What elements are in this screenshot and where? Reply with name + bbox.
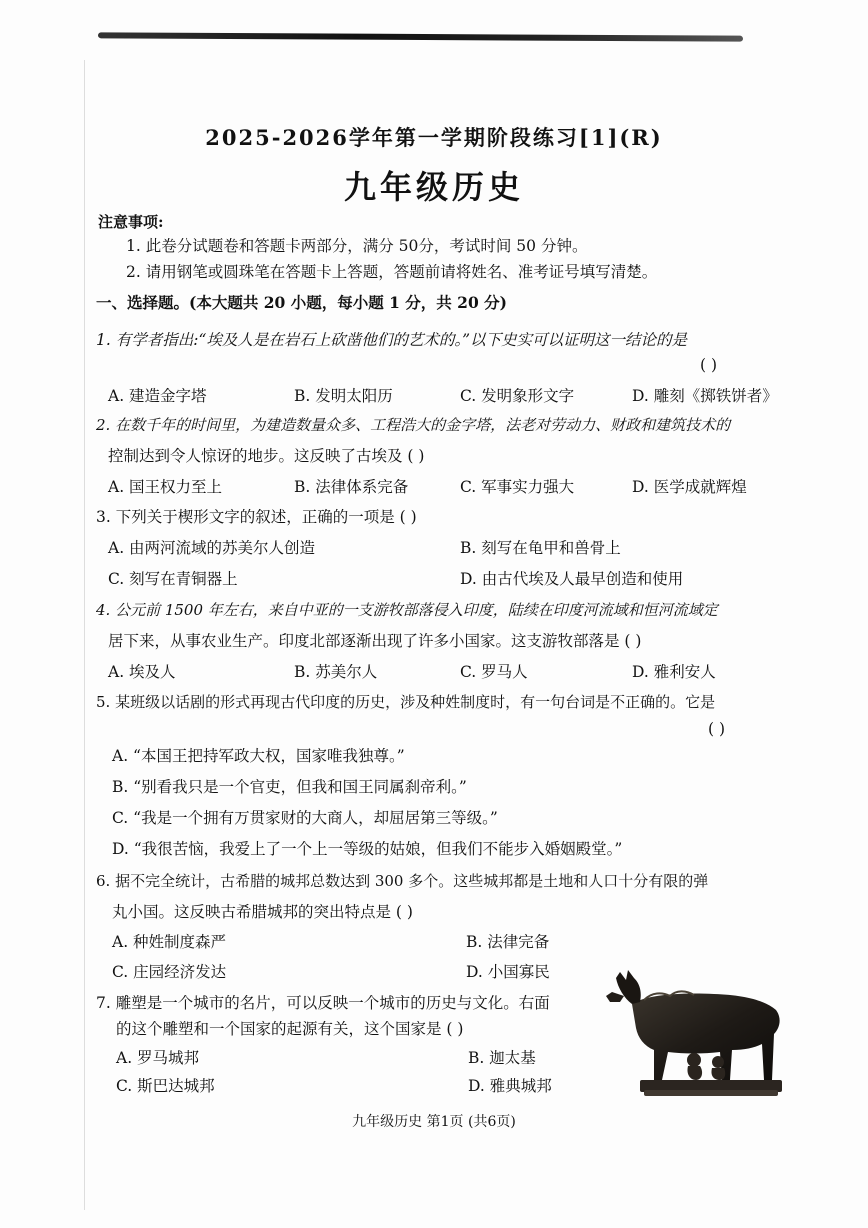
question-stem: 2. 在数千年的时间里，为建造数量众多、工程浩大的金字塔，法老对劳动力、财政和建筑技术的 [96,416,731,434]
question-stem: 的这个雕塑和一个国家的起源有关，这个国家是 ( ) [116,1020,464,1038]
she-wolf-statue-icon [604,962,788,1098]
question-stem: 1. 有学者指出:“埃及人是在岩石上砍凿他们的艺术的。”以下史实可以证明这一结论的是 [96,331,688,349]
option-a: A. 建造金字塔 [108,387,207,405]
option-d: D. 雅利安人 [632,663,716,681]
question-stem: 4. 公元前 1500 年左右，来自中亚的一支游牧部落侵入印度，陆续在印度河流域和恒河流域定 [96,601,718,619]
option-d: D. 由古代埃及人最早创造和使用 [460,570,684,588]
option-b: B. 法律体系完备 [294,478,409,496]
exam-subject-title: 九年级历史 [343,168,524,206]
exam-header: 2025-2026学年第一学期阶段练习[1](R) [205,125,663,150]
notice-label: 注意事项: [98,213,164,231]
option-d: D. 医学成就辉煌 [632,478,747,496]
option-a: A. 埃及人 [108,663,176,681]
question-stem: 6. 据不完全统计，古希腊的城邦总数达到 300 多个。这些城邦都是土地和人口十分有限的弹 [96,872,709,890]
option-d: D. 小国寡民 [466,963,550,981]
option-b: B. 迦太基 [468,1049,536,1067]
option-b: B. “别看我只是一个官吏，但我和国王同属刹帝利。” [112,778,467,796]
notice-item: 1. 此卷分试题卷和答题卡两部分，满分 50分，考试时间 50 分钟。 [126,237,588,255]
question-stem: 5. 某班级以话剧的形式再现古代印度的历史，涉及种姓制度时，有一句台词是不正确的。它是 [96,693,716,711]
option-a: A. 由两河流域的苏美尔人创造 [108,539,316,557]
option-a: A. 种姓制度森严 [112,933,227,951]
option-d: D. “我很苦恼，我爱上了一个上一等级的姑娘，但我们不能步入婚姻殿堂。” [112,840,623,858]
option-b: B. 发明太阳历 [294,387,393,405]
option-a: A. 罗马城邦 [116,1049,200,1067]
option-d: D. 雅典城邦 [468,1077,552,1095]
question-stem: 控制达到令人惊讶的地步。这反映了古埃及 ( ) [108,447,425,465]
answer-paren: ( ) [700,356,718,374]
option-d: D. 雕刻《掷铁饼者》 [632,387,778,405]
section-title: 一、选择题。(本大题共 20 小题，每小题 1 分，共 20 分) [96,293,507,312]
scan-top-line [98,32,743,41]
question-stem: 居下来，从事农业生产。印度北部逐渐出现了许多小国家。这支游牧部落是 ( ) [108,632,642,650]
page-footer: 九年级历史 第1页 (共6页) [352,1114,516,1130]
question-stem: 7. 雕塑是一个城市的名片，可以反映一个城市的历史与文化。右面 [96,994,550,1012]
question-stem: 3. 下列关于楔形文字的叙述，正确的一项是 ( ) [96,508,417,526]
option-b: B. 法律完备 [466,933,550,951]
option-b: B. 刻写在龟甲和兽骨上 [460,539,621,557]
option-b: B. 苏美尔人 [294,663,378,681]
notice-item: 2. 请用钢笔或圆珠笔在答题卡上答题，答题前请将姓名、准考证号填写清楚。 [126,263,658,281]
option-c: C. 罗马人 [460,663,528,681]
option-c: C. 刻写在青铜器上 [108,570,238,588]
option-c: C. 斯巴达城邦 [116,1077,215,1095]
option-c: C. 庄园经济发达 [112,963,227,981]
option-a: A. 国王权力至上 [108,478,223,496]
answer-paren: ( ) [708,720,726,738]
option-c: C. 发明象形文字 [460,387,575,405]
option-c: C. 军事实力强大 [460,478,575,496]
option-a: A. “本国王把持军政大权，国家唯我独尊。” [112,747,405,765]
question-stem: 丸小国。这反映古希腊城邦的突出特点是 ( ) [112,903,413,921]
page-left-edge [84,60,85,1210]
option-c: C. “我是一个拥有万贯家财的大商人，却屈居第三等级。” [112,809,498,827]
